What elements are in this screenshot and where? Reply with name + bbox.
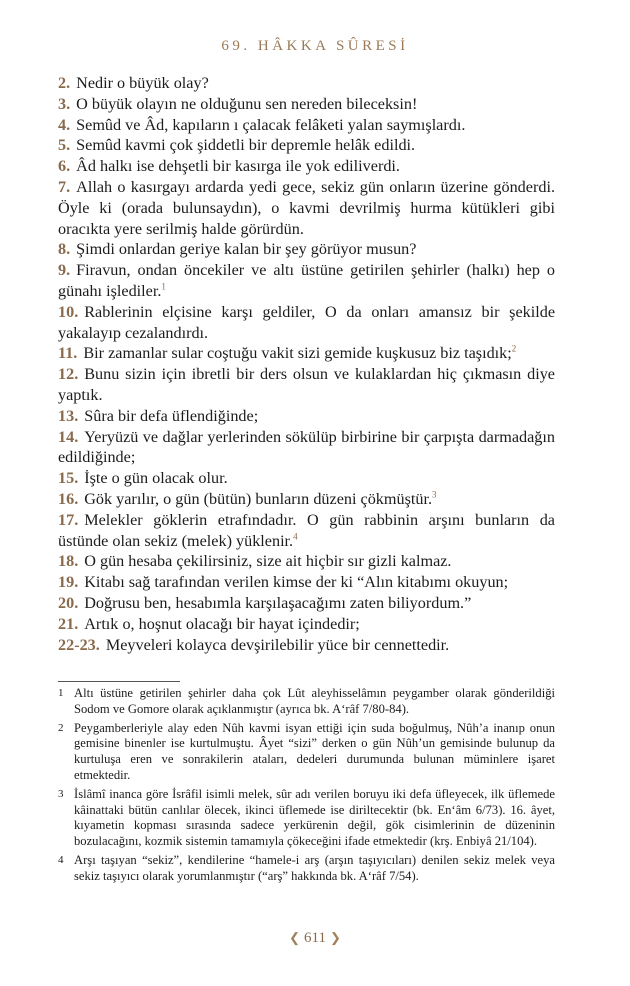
verse [58,468,555,489]
verse [58,406,555,427]
verse-number: 5. [58,136,71,155]
verse [58,551,555,572]
verse-text: Bunu sizin için ibretli bir ders olsun ve kulaklardan hiç çıkmasın diye yaptık. [58,365,555,404]
verse-number: 18. [58,552,79,571]
verse-text: Artık o, hoşnut olacağı bir hayat içindedir; [84,614,360,633]
page-number-text: 611 [304,930,326,946]
verse [58,177,555,239]
verse-text: Sûra bir defa üflendiğinde; [84,406,259,425]
verse [58,489,555,510]
verse-text: Rablerinin elçisine karşı geldiler, O da onları amansız bir şekilde yakalayıp cezalandırdı. [58,302,555,342]
verse [58,115,555,136]
verse-list [58,73,555,655]
footnote-text: Altı üstüne getirilen şehirler daha çok Lût aleyhisselâmın peygamber olarak gönderildiği Sodom ve Gomore olarak açıklanmıştır (ayrıca bk. A‘râf 7/80-84). [74,686,555,716]
verse-number: 10. [58,302,79,321]
verse-text: Gök yarılır, o gün (bütün) bunların düzeni çökmüştür. [84,489,433,508]
verse-text: Şimdi onlardan geriye kalan bir şey görüyor musun? [76,240,417,259]
footnote [58,721,555,784]
verse-text: İşte o gün olacak olur. [84,469,228,488]
footnote [58,686,555,718]
verse [58,510,555,552]
verse-number: 3. [58,94,71,113]
verse-number: 17. [58,510,79,529]
footnote-marker[interactable]: 4 [293,531,298,542]
verse-number: 12. [58,365,79,384]
verse-number: 19. [58,573,79,592]
footnote [58,853,555,885]
verse [58,73,555,94]
verse-text: Meyveleri kolayca devşirilebilir yüce bir cennettedir. [105,635,450,654]
footnote-divider [58,681,180,682]
verse-number: 20. [58,593,79,612]
verse [58,635,555,656]
verse-number: 14. [58,427,79,446]
verse [58,135,555,156]
verse [58,427,555,469]
verse-number: 16. [58,489,79,508]
verse-text: Bir zamanlar sular coştuğu vakit sizi gemide kuşkusuz biz taşıdık; [83,344,512,363]
footnote-number: 1 [58,687,64,699]
footnote-number: 2 [58,721,64,734]
verse-text: Kitabı sağ tarafından verilen kimse der ki “Alın kitabımı okuyun; [84,573,509,592]
footnote [58,787,555,850]
verse-number: 22-23. [58,635,100,654]
footnote-text: İslâmî inanca göre İsrâfil isimli melek, sûr adı verilen boruyu iki defa üfleyecek, ilk üflemede kâinattaki bütün canlılar ölecek, ikinci üflemede ise diriltecektir (bk. En‘âm 6/73). 16. âyet, kıyametin kopması sırasında sadece yerkürenin değil, gök cisimlerinin de düzeninin bozulacağını, kozmik sistemin tamamıyla çökeceğini ifade etmektedir (krş. Enbiyâ 21/104). [74,786,555,849]
verse-text: O gün hesaba çekilirsiniz, size ait hiçbir sır gizli kalmaz. [84,552,452,571]
footnote-list [58,686,555,888]
verse-text: Âd halkı ise dehşetli bir kasırga ile yok ediliverdi. [76,157,400,176]
verse [58,364,555,406]
page-header: 69. HÂKKA SÛRESİ [221,38,409,54]
page-number [0,930,630,947]
footnote-number: 3 [58,787,64,800]
footnote-text: Peygamberleriyle alay eden Nûh kavmi isyan ettiği için suda boğulmuş, Nûh’a inanıp onun gemisine binenler ise kurtulmuştu. Âyet “sizi” derken o gün Nûh’un gemisinde bulunup da kurtuluşa eren ve sonrakilerin ataları, dedeleri durumunda bulunan müminlere işaret etmektedir. [74,720,555,782]
verse [58,94,555,115]
verse [58,302,555,344]
verse [58,614,555,635]
verse-text: Semûd ve Âd, kapıların ı çalacak felâketi yalan saymışlardı. [76,115,466,134]
footnote-number: 4 [58,853,64,866]
verse-text: Firavun, ondan öncekiler ve altı üstüne getirilen şehirler (halkı) hep o günahı işlediler. [58,261,555,300]
verse-number: 11. [58,344,78,363]
verse-text: O büyük olayın ne olduğunu sen nereden bileceksin! [76,94,418,113]
verse-number: 21. [58,614,79,633]
verse-text: Nedir o büyük olay? [76,74,209,92]
verse-text: Allah o kasırgayı ardarda yedi gece, sekiz gün onların üzerine gönderdi. Öyle ki (orada bulunsaydın), o kavmi devrilmiş hurma kütükleri gibi oracıkta yere serilmiş halde görürdün. [58,177,555,238]
verse-text: Semûd kavmi çok şiddetli bir depremle helâk edildi. [76,136,416,155]
verse-text: Doğrusu ben, hesabımla karşılaşacağımı zaten biliyordum.” [84,593,472,612]
verse [58,239,555,260]
verse-number: 2. [58,74,71,92]
verse-number: 4. [58,115,71,134]
ornament-left-icon: ❮ [289,930,301,945]
verse-number: 13. [58,406,79,425]
footnote-text: Arşı taşıyan “sekiz”, kendilerine “hamele-i arş (arşın taşıyıcıları) denilen sekiz melek veya sekiz taşıyıcı olarak yorumlanmıştır (“arş” hakkında bk. A‘râf 7/54). [74,852,555,883]
verse-number: 6. [58,157,71,176]
verse [58,260,555,302]
verse-number: 15. [58,469,79,488]
footnote-marker[interactable]: 1 [161,281,166,292]
verse [58,593,555,614]
verse [58,343,555,364]
verse-number: 8. [58,240,71,259]
verse [58,572,555,593]
verse-text: Yeryüzü ve dağlar yerlerinden sökülüp birbirine bir çarpışta darmadağın edildiğinde; [58,427,555,467]
footnote-marker[interactable]: 2 [511,343,517,354]
ornament-right-icon: ❯ [329,930,341,945]
verse-number: 7. [58,177,71,196]
verse-number: 9. [58,261,71,280]
verse [58,156,555,177]
footnote-marker[interactable]: 3 [432,489,437,500]
verse-text: Melekler göklerin etrafındadır. O gün rabbinin arşını bunların da üstünde olan sekiz (melek) yüklenir. [58,510,555,550]
